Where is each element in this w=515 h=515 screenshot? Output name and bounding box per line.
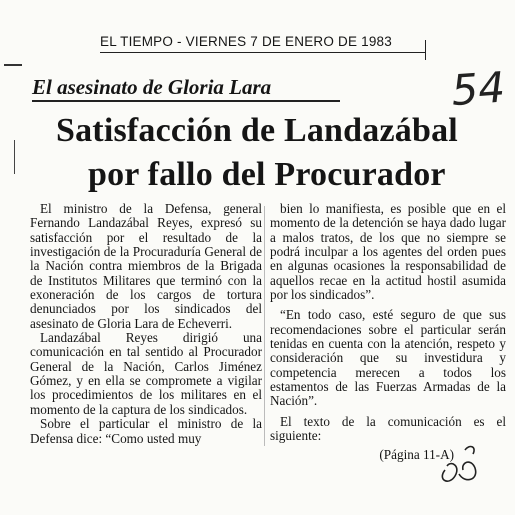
masthead: EL TIEMPO - VIERNES 7 DE ENERO DE 1983 (100, 34, 392, 49)
masthead-tick (425, 40, 426, 60)
headline-line-2: por fallo del Procurador (88, 156, 446, 193)
section-kicker: El asesinato de Gloria Lara (32, 75, 272, 99)
paragraph: bien lo manifiesta, es posible que en el momento de la detención se haya dado lugar a malos tratos, de los que no siempre se podrá inculpar a los agentes del orden pues en algunas ocasiones la responsabilidad de aquellos recae en la actitud hostil asumida por los sindicados”. (270, 201, 506, 303)
paragraph: Landazábal Reyes dirigió una comunicación en tal sentido al Procurador General de la Nación, Carlos Jiménez Gómez, y en ella se compromete a vigilar los procedimientos de los militares en el momento de la captura de los sindicados. (30, 330, 262, 417)
paragraph: El texto de la comunicación es el siguiente: (270, 413, 506, 444)
paragraph: Sobre el particular el ministro de la Defensa dice: “Como usted muy (30, 416, 262, 446)
paragraph: El ministro de la Defensa, general Fernando Landazábal Reyes, expresó su satisfacción por el resultado de la investigación de la Procuraduría General de la Nación contra miembros de la Brigada de Institutos Militares que terminó con la exoneración de los cargos de tortura denunciados por los sindicados del asesinato de Gloria Lara de Echeverri. (30, 201, 262, 331)
kicker-underline (32, 100, 340, 102)
column-divider (264, 206, 265, 446)
handwritten-page-number: 54 (449, 62, 507, 116)
masthead-rule (100, 52, 425, 53)
margin-mark (4, 64, 22, 66)
page-reference: (Página 11-A) (379, 446, 454, 462)
handwritten-initials-icon (435, 440, 485, 486)
margin-mark (14, 140, 15, 174)
article-column-left (30, 202, 262, 502)
paragraph: “En todo caso, esté seguro de que sus recomendaciones sobre el particular serán tenidas en cuenta con la atención, respeto y consideración que su investidura y competencia merecen a todos los estamentos de las Fuerzas Armadas de la Nación”. (270, 307, 506, 409)
headline-line-1: Satisfacción de Landazábal (56, 112, 458, 149)
